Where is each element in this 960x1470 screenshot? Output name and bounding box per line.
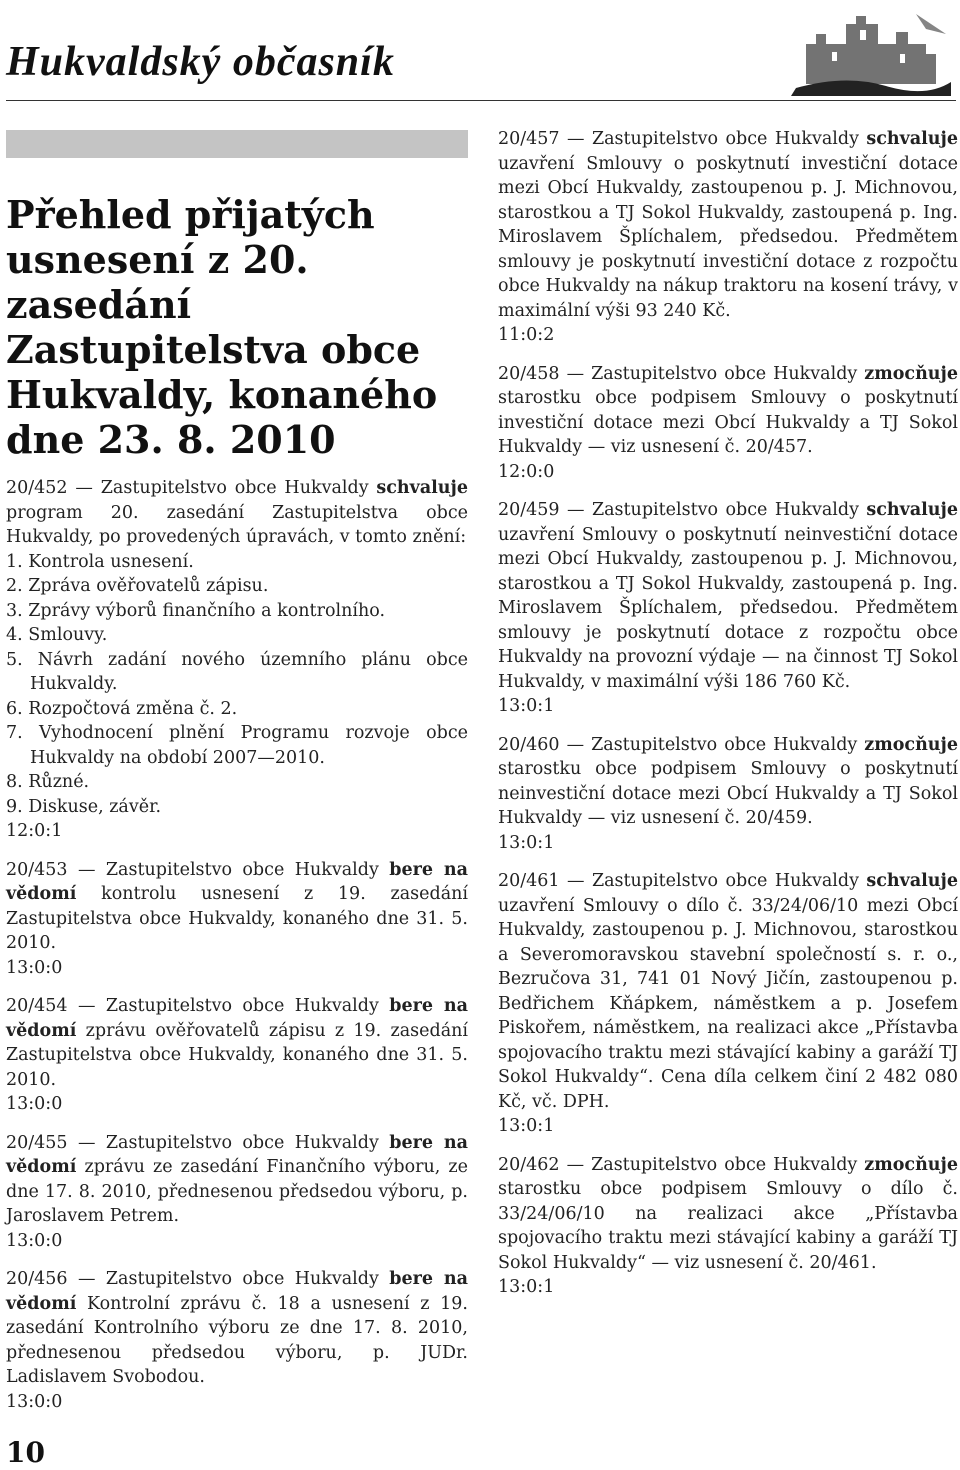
vote-result: 13:0:0 — [6, 1230, 63, 1251]
list-item: 5. Návrh zadání nového územního plánu obce Hukvaldy. — [6, 649, 468, 694]
list-item: 3. Zprávy výborů finančního a kontrolního. — [6, 600, 386, 621]
resolution-454: 20/454 — Zastupitelstvo obce Hukvaldy bere na vědomí zprávu ověřovatelů zápisu z 19. zasedání Zastupitelstva obce Hukvaldy, konaného dne 31. 5. 2010. — [6, 996, 468, 1090]
castle-logo-icon — [786, 4, 956, 96]
resolution-460: 20/460 — Zastupitelstvo obce Hukvaldy zmocňuje starostku obce podpisem Smlouvy o poskytnutí neinvestiční dotace mezi Obcí Hukvaldy a TJ Sokol Hukvaldy — viz usnesení č. 20/459. — [498, 734, 958, 828]
vote-result: 11:0:2 — [498, 325, 555, 345]
vote-result: 13:0:1 — [498, 1116, 555, 1136]
left-column — [6, 192, 468, 1428]
article-headline: Přehled přijatých usnesení z 20. zasedání Zastupitelstva obce Hukvaldy, konaného dne 23. 8. 2010 — [6, 192, 438, 462]
list-item: 1. Kontrola usnesení. — [6, 551, 194, 572]
masthead-rule — [6, 100, 956, 101]
resolution-458: 20/458 — Zastupitelstvo obce Hukvaldy zmocňuje starostku obce podpisem Smlouvy o poskytnutí investiční dotace mezi Obcí Hukvaldy a TJ Sokol Hukvaldy — viz usnesení č. 20/457. — [498, 363, 958, 457]
resolution-462: 20/462 — Zastupitelstvo obce Hukvaldy zmocňuje starostku obce podpisem Smlouvy o dílo č. 33/24/06/10 na realizaci akce „Přístavba spojovacího traktu mezi stávající kabiny a garáží TJ Sokol Hukvaldy“ — viz usnesení č. 20/461. — [498, 1154, 958, 1273]
resolution-455: 20/455 — Zastupitelstvo obce Hukvaldy bere na vědomí zprávu ze zasedání Finančního výboru, ze dne 17. 8. 2010, přednesenou předsedou výboru, p. Jaroslavem Petrem. — [6, 1132, 468, 1226]
list-item: 7. Vyhodnocení plnění Programu rozvoje obce Hukvaldy na období 2007—2010. — [6, 723, 468, 768]
resolution-461: 20/461 — Zastupitelstvo obce Hukvaldy schvaluje uzavření Smlouvy o dílo č. 33/24/06/10 mezi Obcí Hukvaldy, zastoupenou p. J. Michnovou, starostkou a Severomoravskou stavební společností s. r. o., Bezručova 31, 741 01 Nový Jičín, zastoupenou p. Bedřichem Kňápkem, náměstkem a p. Josefem Piskořem, náměstkem, na realizaci akce „Přístavba spojovacího traktu mezi stávající kabiny a garáží TJ Sokol Hukvaldy“. Cena díla celkem činí 2 482 080 Kč, vč. DPH. — [498, 871, 958, 1112]
list-item: 2. Zpráva ověřovatelů zápisu. — [6, 576, 269, 596]
vote-result: 13:0:0 — [6, 957, 63, 978]
vote-result: 13:0:1 — [498, 832, 555, 853]
resolution-456: 20/456 — Zastupitelstvo obce Hukvaldy bere na vědomí Kontrolní zprávu č. 18 a usnesení z 19. zasedání Kontrolního výboru ze dne 17. 8. 2010, přednesenou předsedou výboru, p. JUDr. Ladislavem Svobodou. — [6, 1269, 468, 1387]
vote-result: 13:0:1 — [498, 696, 555, 716]
vote-result: 12:0:1 — [6, 821, 63, 841]
vote-result: 12:0:0 — [498, 461, 555, 482]
list-item: 4. Smlouvy. — [6, 625, 108, 645]
vote-result: 13:0:1 — [498, 1277, 555, 1297]
vote-result: 13:0:0 — [6, 1094, 63, 1114]
section-bar — [6, 130, 468, 158]
resolution-459: 20/459 — Zastupitelstvo obce Hukvaldy schvaluje uzavření Smlouvy o poskytnutí neinvestiční dotace mezi Obcí Hukvaldy, zastoupenou p. J. Michnovou, starostkou a TJ Sokol Hukvaldy, zastoupená p. Ing. Miroslavem Šplíchalem, předsedou. Předmětem smlouvy je poskytnutí dotace z rozpočtu obce Hukvaldy na provozní výdaje — na činnost TJ Sokol Hukvaldy, v maximální výši 186 760 Kč. — [498, 500, 958, 692]
list-item: 9. Diskuse, závěr. — [6, 796, 162, 817]
vote-result: 13:0:0 — [6, 1391, 63, 1412]
list-item: 6. Rozpočtová změna č. 2. — [6, 698, 238, 719]
resolution-452: 20/452 — Zastupitelstvo obce Hukvaldy schvaluje program 20. zasedání Zastupitelstva obce Hukvaldy, po provedených úpravách, v tomto znění: — [6, 478, 468, 547]
resolution-453: 20/453 — Zastupitelstvo obce Hukvaldy bere na vědomí kontrolu usnesení z 19. zasedání Zastupitelstva obce Hukvaldy, konaného dne 31. 5. 2010. — [6, 859, 468, 953]
right-column — [498, 127, 958, 1314]
agenda-list — [6, 550, 468, 820]
masthead-title: Hukvaldský občasník — [6, 39, 395, 85]
page-number: 10 — [6, 1436, 45, 1469]
list-item: 8. Různé. — [6, 772, 90, 792]
resolution-457: 20/457 — Zastupitelstvo obce Hukvaldy schvaluje uzavření Smlouvy o poskytnutí investiční dotace mezi Obcí Hukvaldy, zastoupenou p. J. Michnovou, starostkou a TJ Sokol Hukvaldy, zastoupená p. Ing. Miroslavem Šplíchalem, předsedou. Předmětem smlouvy je poskytnutí investiční dotace z rozpočtu obce Hukvaldy na nákup traktoru na kosení trávy, v maximální výši 93 240 Kč. — [498, 129, 958, 321]
